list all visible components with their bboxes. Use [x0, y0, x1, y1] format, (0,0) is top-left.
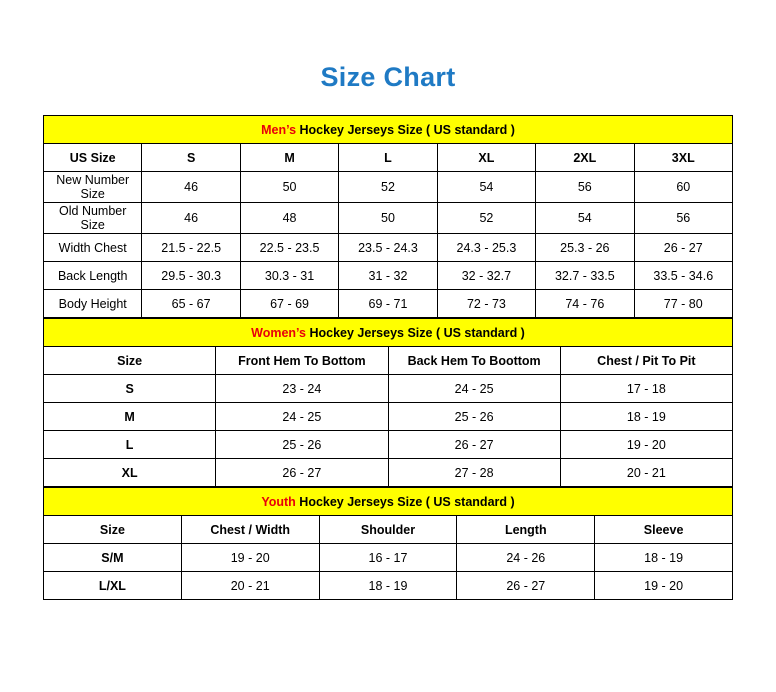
- mens-cell: 21.5 - 22.5: [142, 234, 240, 262]
- mens-cell: 25.3 - 26: [536, 234, 634, 262]
- mens-cell: 54: [437, 172, 535, 203]
- mens-size-table: [43, 115, 733, 318]
- mens-header-cell: 2XL: [536, 144, 634, 172]
- womens-cell: 24 - 25: [216, 403, 388, 431]
- youth-cell: 18 - 19: [319, 572, 457, 600]
- womens-cell: 27 - 28: [388, 459, 560, 487]
- mens-banner-row: [44, 116, 733, 144]
- mens-cell: 32 - 32.7: [437, 262, 535, 290]
- mens-header-cell: M: [240, 144, 338, 172]
- youth-banner-rest: Hockey Jerseys Size ( US standard ): [295, 494, 515, 509]
- youth-header-cell: Sleeve: [595, 516, 733, 544]
- mens-cell: 29.5 - 30.3: [142, 262, 240, 290]
- womens-banner-row: [44, 319, 733, 347]
- mens-header-cell: US Size: [44, 144, 142, 172]
- mens-cell: 46: [142, 203, 240, 234]
- youth-cell: 19 - 20: [595, 572, 733, 600]
- womens-cell: 18 - 19: [560, 403, 732, 431]
- youth-cell: 26 - 27: [457, 572, 595, 600]
- mens-cell: 24.3 - 25.3: [437, 234, 535, 262]
- table-row: [44, 431, 733, 459]
- womens-banner-rest: Hockey Jerseys Size ( US standard ): [306, 325, 525, 340]
- mens-cell: 22.5 - 23.5: [240, 234, 338, 262]
- youth-header-cell: Length: [457, 516, 595, 544]
- mens-row-label: Old Number Size: [44, 203, 142, 234]
- womens-size-table: [43, 318, 733, 487]
- womens-cell: 25 - 26: [216, 431, 388, 459]
- mens-cell: 31 - 32: [339, 262, 437, 290]
- table-row: [44, 544, 733, 572]
- mens-cell: 56: [536, 172, 634, 203]
- mens-header-cell: XL: [437, 144, 535, 172]
- youth-header-cell: Shoulder: [319, 516, 457, 544]
- mens-cell: 52: [339, 172, 437, 203]
- womens-cell: 26 - 27: [388, 431, 560, 459]
- mens-row-label: New Number Size: [44, 172, 142, 203]
- youth-banner-row: [44, 488, 733, 516]
- table-row: [44, 516, 733, 544]
- mens-cell: 65 - 67: [142, 290, 240, 318]
- mens-row-label: Back Length: [44, 262, 142, 290]
- womens-cell: 20 - 21: [560, 459, 732, 487]
- mens-cell: 48: [240, 203, 338, 234]
- youth-cell: 24 - 26: [457, 544, 595, 572]
- mens-banner-rest: Hockey Jerseys Size ( US standard ): [296, 122, 515, 137]
- womens-banner: [44, 319, 733, 347]
- mens-cell: 32.7 - 33.5: [536, 262, 634, 290]
- youth-header-cell: Chest / Width: [181, 516, 319, 544]
- table-row: [44, 203, 733, 234]
- mens-cell: 56: [634, 203, 732, 234]
- table-row: [44, 375, 733, 403]
- womens-cell: 26 - 27: [216, 459, 388, 487]
- womens-cell: 19 - 20: [560, 431, 732, 459]
- mens-cell: 46: [142, 172, 240, 203]
- mens-header-cell: L: [339, 144, 437, 172]
- youth-size-table: [43, 487, 733, 600]
- page-title: Size Chart: [320, 62, 456, 92]
- womens-row-label: M: [44, 403, 216, 431]
- mens-cell: 33.5 - 34.6: [634, 262, 732, 290]
- womens-header-cell: Size: [44, 347, 216, 375]
- table-row: [44, 459, 733, 487]
- mens-header-cell: S: [142, 144, 240, 172]
- youth-row-label: L/XL: [44, 572, 182, 600]
- mens-cell: 54: [536, 203, 634, 234]
- womens-cell: 17 - 18: [560, 375, 732, 403]
- mens-cell: 50: [240, 172, 338, 203]
- table-row: [44, 262, 733, 290]
- womens-cell: 24 - 25: [388, 375, 560, 403]
- womens-row-label: S: [44, 375, 216, 403]
- table-row: [44, 572, 733, 600]
- mens-row-label: Width Chest: [44, 234, 142, 262]
- mens-cell: 60: [634, 172, 732, 203]
- mens-cell: 52: [437, 203, 535, 234]
- womens-cell: 23 - 24: [216, 375, 388, 403]
- youth-cell: 19 - 20: [181, 544, 319, 572]
- table-row: [44, 347, 733, 375]
- mens-cell: 69 - 71: [339, 290, 437, 318]
- youth-cell: 18 - 19: [595, 544, 733, 572]
- mens-cell: 30.3 - 31: [240, 262, 338, 290]
- mens-cell: 26 - 27: [634, 234, 732, 262]
- mens-cell: 50: [339, 203, 437, 234]
- mens-cell: 72 - 73: [437, 290, 535, 318]
- womens-header-cell: Front Hem To Bottom: [216, 347, 388, 375]
- womens-header-cell: Back Hem To Boottom: [388, 347, 560, 375]
- table-row: [44, 144, 733, 172]
- mens-header-cell: 3XL: [634, 144, 732, 172]
- table-row: [44, 234, 733, 262]
- womens-cell: 25 - 26: [388, 403, 560, 431]
- mens-cell: 77 - 80: [634, 290, 732, 318]
- womens-banner-highlight: Women’s: [251, 325, 306, 340]
- youth-header-cell: Size: [44, 516, 182, 544]
- youth-cell: 20 - 21: [181, 572, 319, 600]
- womens-row-label: XL: [44, 459, 216, 487]
- size-chart-container: [43, 115, 733, 600]
- youth-row-label: S/M: [44, 544, 182, 572]
- womens-header-cell: Chest / Pit To Pit: [560, 347, 732, 375]
- mens-row-label: Body Height: [44, 290, 142, 318]
- womens-row-label: L: [44, 431, 216, 459]
- youth-banner: [44, 488, 733, 516]
- mens-cell: 23.5 - 24.3: [339, 234, 437, 262]
- youth-cell: 16 - 17: [319, 544, 457, 572]
- table-row: [44, 172, 733, 203]
- youth-banner-highlight: Youth: [261, 494, 296, 509]
- mens-banner-highlight: Men’s: [261, 122, 297, 137]
- table-row: [44, 290, 733, 318]
- mens-cell: 67 - 69: [240, 290, 338, 318]
- mens-cell: 74 - 76: [536, 290, 634, 318]
- mens-banner: [44, 116, 733, 144]
- table-row: [44, 403, 733, 431]
